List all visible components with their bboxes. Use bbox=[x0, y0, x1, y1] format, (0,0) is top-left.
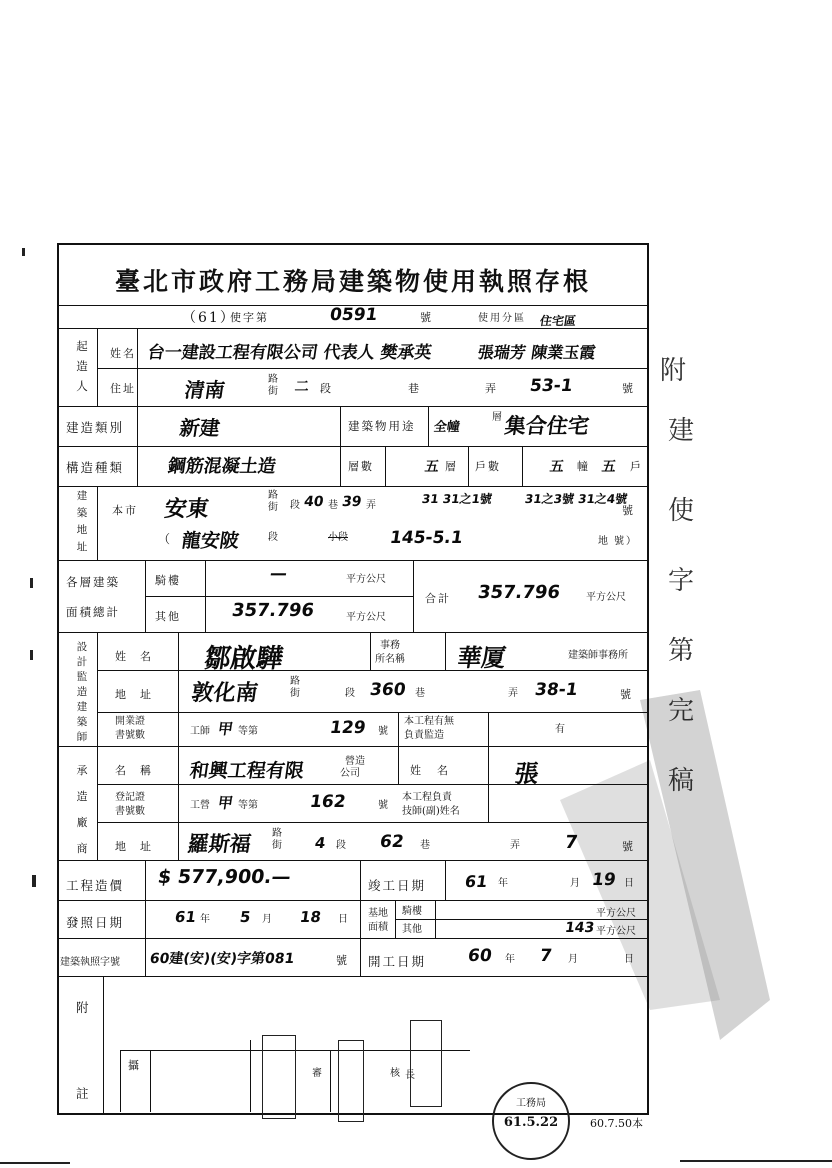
contractor-duan-no: 4 bbox=[313, 834, 327, 852]
rule bbox=[428, 406, 429, 446]
contractor-name-suffix-b: 公司 bbox=[340, 768, 360, 779]
contractor-duan: 段 bbox=[336, 840, 346, 851]
architect-resp-value: 有 bbox=[555, 724, 565, 735]
contractor-person: 張 bbox=[512, 760, 541, 788]
applicant-section-no: 二 bbox=[293, 379, 310, 395]
architect-nong: 弄 bbox=[508, 688, 518, 699]
architect-reg-label-b: 書號數 bbox=[115, 730, 145, 741]
rule bbox=[103, 976, 104, 1115]
issue-month: 5 bbox=[238, 908, 252, 926]
contractor-section: 承造廠商 bbox=[76, 764, 88, 855]
finish-day: 19 bbox=[590, 870, 618, 890]
site-hao: 號 bbox=[622, 504, 635, 517]
architect-office-suffix: 建築師事務所 bbox=[568, 650, 628, 661]
contractor-hao: 號 bbox=[622, 840, 635, 853]
area-other-label: 其他 bbox=[155, 610, 181, 623]
struct-value: 鋼筋混凝土造 bbox=[166, 456, 278, 477]
contractor-nong: 弄 bbox=[510, 840, 520, 851]
notes-label-a: 附 bbox=[76, 1000, 91, 1015]
architect-office: 華厦 bbox=[455, 644, 508, 672]
site-lot-duan: 段 bbox=[268, 532, 278, 543]
architect-office-label-a: 事務 bbox=[380, 640, 400, 651]
seal-office: 工務局 bbox=[516, 1098, 546, 1109]
cost-label: 工程造價 bbox=[66, 878, 125, 893]
struct-label: 構造種類 bbox=[66, 460, 125, 475]
scan-speck bbox=[680, 1160, 832, 1162]
floors-label: 層數 bbox=[348, 460, 374, 473]
units-hu: 戶 bbox=[630, 460, 643, 473]
architect-section: 設計監造建築師 bbox=[76, 641, 88, 743]
floors-value: 五 bbox=[423, 459, 440, 475]
rule bbox=[330, 1050, 331, 1112]
rule bbox=[522, 446, 523, 486]
site-lot-di: 地 bbox=[598, 536, 610, 547]
units-value: 五 bbox=[548, 459, 565, 475]
seal-date: 61.5.22 bbox=[503, 1115, 559, 1130]
units-hu-count: 五 bbox=[600, 459, 617, 475]
notes-col3: 核 bbox=[390, 1068, 400, 1079]
rule bbox=[395, 919, 649, 920]
margin-char-1: 附 bbox=[660, 356, 687, 386]
rule bbox=[57, 328, 649, 329]
rule bbox=[178, 632, 179, 746]
rule bbox=[97, 746, 98, 860]
finish-year: 61 bbox=[463, 872, 489, 891]
area-other-unit: 平方公尺 bbox=[346, 612, 386, 623]
issue-ri: 日 bbox=[338, 914, 348, 925]
architect-reg-label-a: 開業證 bbox=[115, 716, 145, 727]
applicant-hao: 號 bbox=[622, 382, 635, 395]
rule bbox=[145, 860, 146, 976]
contractor-tech-label-b: 技師(副)姓名 bbox=[402, 806, 460, 817]
site-district: 安東 bbox=[162, 497, 211, 522]
architect-reg-prefix: 工師 bbox=[190, 726, 210, 737]
site-lot-xiaoduan: 小段 bbox=[328, 532, 348, 543]
site-xiang-no: 40 bbox=[302, 494, 325, 510]
architect-lu: 路 bbox=[290, 676, 300, 687]
margin-char-6: 完 bbox=[668, 696, 695, 726]
area-attached-value: — bbox=[268, 564, 289, 584]
contractor-reg-label-a: 登記證 bbox=[115, 792, 145, 803]
architect-reg-hao: 號 bbox=[378, 726, 388, 737]
notes-col2: 審 bbox=[312, 1068, 322, 1079]
contractor-name: 和興工程有限 bbox=[188, 760, 306, 782]
margin-char-4: 字 bbox=[668, 566, 695, 596]
rule bbox=[360, 860, 361, 976]
area-total-unit: 平方公尺 bbox=[586, 592, 626, 603]
permit-hao: 號 bbox=[420, 311, 433, 324]
rule bbox=[250, 1040, 251, 1112]
contractor-name-label: 名稱 bbox=[115, 764, 165, 777]
margin-char-3: 使 bbox=[668, 496, 695, 526]
footer-code: 60.7.50本 bbox=[590, 1117, 643, 1130]
approval-stamp-1 bbox=[262, 1035, 296, 1119]
issue-nian: 年 bbox=[200, 914, 210, 925]
units-label: 戶數 bbox=[475, 460, 501, 473]
site-duan: 段 bbox=[290, 500, 300, 511]
scan-speck bbox=[32, 875, 36, 887]
form-title: 臺北市政府工務局建築物使用執照存根 bbox=[114, 267, 591, 296]
rule bbox=[57, 406, 649, 407]
issue-yue: 月 bbox=[262, 914, 272, 925]
base-value: 143 bbox=[563, 920, 596, 936]
rule bbox=[385, 446, 386, 486]
architect-addr-label: 地址 bbox=[115, 688, 165, 701]
base-unit-2: 平方公尺 bbox=[596, 926, 636, 937]
use-prefix: 全幢 bbox=[432, 420, 461, 435]
start-nian: 年 bbox=[505, 954, 515, 965]
contractor-tech-label-a: 本工程負責 bbox=[402, 792, 452, 803]
architect-office-label-b: 所名稱 bbox=[375, 654, 405, 665]
build-permit-label: 建築執照字號 bbox=[60, 957, 120, 968]
rule bbox=[97, 822, 649, 823]
contractor-reg-hao: 號 bbox=[378, 800, 388, 811]
base-row2: 其他 bbox=[402, 924, 422, 935]
architect-xiang-no: 360 bbox=[368, 680, 407, 700]
notes-label-b: 註 bbox=[76, 1086, 91, 1101]
scan-speck bbox=[30, 578, 33, 588]
site-lu: 路 bbox=[268, 490, 278, 501]
applicant-addr-label: 住址 bbox=[110, 382, 136, 395]
rule bbox=[445, 632, 446, 670]
area-attached-label: 騎樓 bbox=[155, 574, 181, 587]
site-lot-hao: 號） bbox=[614, 536, 638, 547]
rule bbox=[413, 560, 414, 632]
site-lot-area: 龍安陂 bbox=[180, 530, 241, 552]
rule bbox=[97, 486, 98, 560]
rule bbox=[120, 1050, 121, 1112]
contractor-reg-grade: 甲 bbox=[216, 794, 235, 812]
architect-road: 敦化南 bbox=[189, 681, 260, 706]
base-unit-1: 平方公尺 bbox=[596, 908, 636, 919]
site-nong: 弄 bbox=[366, 500, 376, 511]
rule bbox=[97, 632, 98, 746]
applicant-jie: 街 bbox=[268, 386, 278, 397]
issue-day: 18 bbox=[298, 908, 323, 926]
rule bbox=[398, 746, 399, 784]
contractor-reg-prefix: 工營 bbox=[190, 800, 210, 811]
architect-reg-no: 129 bbox=[328, 718, 367, 738]
rule bbox=[137, 328, 138, 406]
notes-col4: 長 bbox=[405, 1070, 415, 1081]
applicant-nong: 弄 bbox=[485, 382, 498, 395]
site-jie: 街 bbox=[268, 502, 278, 513]
architect-name: 鄒啟驊 bbox=[202, 644, 285, 674]
build-permit-value: 60建(安)(安)字第081 bbox=[148, 951, 296, 967]
rule bbox=[468, 446, 469, 486]
site-section: 建築地址 bbox=[76, 490, 88, 553]
rule bbox=[145, 596, 413, 597]
contractor-xiang: 巷 bbox=[420, 840, 430, 851]
form-frame bbox=[57, 243, 649, 1115]
approval-stamp-3 bbox=[410, 1020, 442, 1107]
permit-number: 0591 bbox=[328, 305, 379, 325]
rule bbox=[57, 746, 649, 747]
start-ri: 日 bbox=[624, 954, 634, 965]
contractor-road: 羅斯福 bbox=[186, 832, 253, 856]
scan-speck bbox=[22, 248, 25, 256]
rule bbox=[340, 446, 341, 486]
issue-label: 發照日期 bbox=[66, 915, 125, 930]
finish-ri: 日 bbox=[624, 878, 634, 889]
applicant-name-label: 姓名 bbox=[110, 347, 136, 360]
rule bbox=[97, 712, 649, 713]
use-ceng: 層 bbox=[492, 412, 502, 423]
rule bbox=[370, 632, 371, 670]
use-char: 使字第 bbox=[230, 311, 269, 324]
scan-speck bbox=[0, 1162, 70, 1164]
site-city: 本市 bbox=[112, 504, 138, 517]
margin-char-5: 第 bbox=[668, 636, 695, 666]
start-label: 開工日期 bbox=[368, 954, 427, 969]
rule bbox=[57, 632, 649, 633]
rule bbox=[488, 712, 489, 746]
site-xiang: 巷 bbox=[328, 500, 338, 511]
use-value: 集合住宅 bbox=[503, 414, 591, 438]
applicant-name-extra: 張瑞芳 陳業玉霞 bbox=[476, 343, 597, 362]
finish-label: 竣工日期 bbox=[368, 878, 427, 893]
architect-jie: 街 bbox=[290, 688, 300, 699]
date-seal bbox=[492, 1082, 570, 1160]
area-attached-unit: 平方公尺 bbox=[346, 574, 386, 585]
applicant-duan: 段 bbox=[320, 382, 333, 395]
contractor-jie: 街 bbox=[272, 840, 282, 851]
applicant-no: 53-1 bbox=[528, 376, 574, 396]
architect-xiang: 巷 bbox=[415, 688, 425, 699]
cost-value: $ 577,900.— bbox=[156, 866, 293, 888]
architect-duan: 段 bbox=[345, 688, 355, 699]
approval-stamp-2 bbox=[338, 1040, 364, 1122]
build-type-label: 建造類別 bbox=[66, 420, 125, 435]
area-total-label: 合計 bbox=[425, 592, 451, 605]
architect-reg-grade-suffix: 等第 bbox=[238, 726, 258, 737]
applicant-name: 台一建設工程有限公司 代表人 樊承英 bbox=[146, 343, 433, 363]
area-total-value: 357.796 bbox=[476, 582, 562, 603]
architect-resp-label-a: 本工程有無 bbox=[404, 716, 454, 727]
contractor-person-label: 姓名 bbox=[410, 764, 464, 777]
architect-no: 38-1 bbox=[533, 680, 579, 700]
build-permit-hao: 號 bbox=[336, 954, 349, 967]
units-unit: 幢 bbox=[577, 460, 590, 473]
applicant-xiang: 巷 bbox=[408, 382, 421, 395]
year-no: （61） bbox=[182, 310, 236, 326]
site-units-b: 31之3號 31之4號 bbox=[523, 492, 629, 506]
contractor-xiang-no: 62 bbox=[378, 832, 406, 852]
start-yue: 月 bbox=[568, 954, 578, 965]
start-month: 7 bbox=[538, 946, 554, 966]
rule bbox=[150, 1050, 151, 1112]
contractor-name-suffix-a: 營造 bbox=[345, 756, 365, 767]
base-label-b: 面積 bbox=[368, 922, 388, 933]
margin-char-7: 稿 bbox=[668, 766, 695, 796]
area-section-a: 各層建築 bbox=[66, 575, 120, 589]
base-label-a: 基地 bbox=[368, 908, 388, 919]
site-nong-no: 39 bbox=[340, 494, 363, 510]
rule bbox=[178, 746, 179, 860]
rule bbox=[57, 976, 649, 977]
rule bbox=[340, 406, 341, 446]
use-label: 建築物用途 bbox=[348, 419, 416, 433]
notes-col: 攝 bbox=[128, 1059, 139, 1072]
site-lot-no: 145-5.1 bbox=[388, 528, 465, 548]
contractor-reg-grade-suffix: 等第 bbox=[238, 800, 258, 811]
architect-reg-grade: 甲 bbox=[216, 720, 235, 738]
base-row1: 騎樓 bbox=[402, 906, 422, 917]
rule bbox=[97, 368, 649, 369]
contractor-lu: 路 bbox=[272, 828, 282, 839]
area-other-value: 357.796 bbox=[230, 600, 316, 621]
area-section-b: 面積總計 bbox=[66, 605, 120, 619]
architect-resp-label-b: 負責監造 bbox=[404, 730, 444, 741]
zone-label: 使用分區 bbox=[478, 313, 526, 324]
issue-year: 61 bbox=[173, 908, 198, 926]
zone-value: 住宅區 bbox=[538, 314, 577, 328]
rule bbox=[97, 670, 649, 671]
site-units-a: 31 31之1號 bbox=[420, 492, 493, 506]
applicant-lu: 路 bbox=[268, 374, 278, 385]
rule bbox=[57, 486, 649, 487]
rule bbox=[97, 784, 649, 785]
margin-char-2: 建 bbox=[668, 416, 695, 446]
rule bbox=[445, 860, 446, 900]
contractor-addr-label: 地址 bbox=[115, 840, 165, 853]
rule bbox=[57, 900, 649, 901]
rule bbox=[398, 712, 399, 746]
applicant-road: 清南 bbox=[183, 378, 227, 402]
architect-name-label: 姓名 bbox=[115, 650, 165, 663]
finish-nian: 年 bbox=[498, 878, 508, 889]
build-type-value: 新建 bbox=[178, 416, 222, 440]
scan-speck bbox=[30, 650, 33, 660]
architect-hao: 號 bbox=[620, 688, 633, 701]
contractor-no: 7 bbox=[563, 832, 580, 853]
finish-yue: 月 bbox=[570, 878, 580, 889]
start-year: 60 bbox=[466, 946, 494, 966]
rule bbox=[97, 328, 98, 406]
floors-unit: 層 bbox=[445, 460, 458, 473]
rule bbox=[57, 938, 649, 939]
rule bbox=[57, 446, 649, 447]
contractor-reg-no: 162 bbox=[308, 792, 347, 812]
contractor-reg-label-b: 書號數 bbox=[115, 806, 145, 817]
applicant-section: 起造人 bbox=[76, 339, 88, 393]
site-paren: （ bbox=[158, 532, 173, 546]
